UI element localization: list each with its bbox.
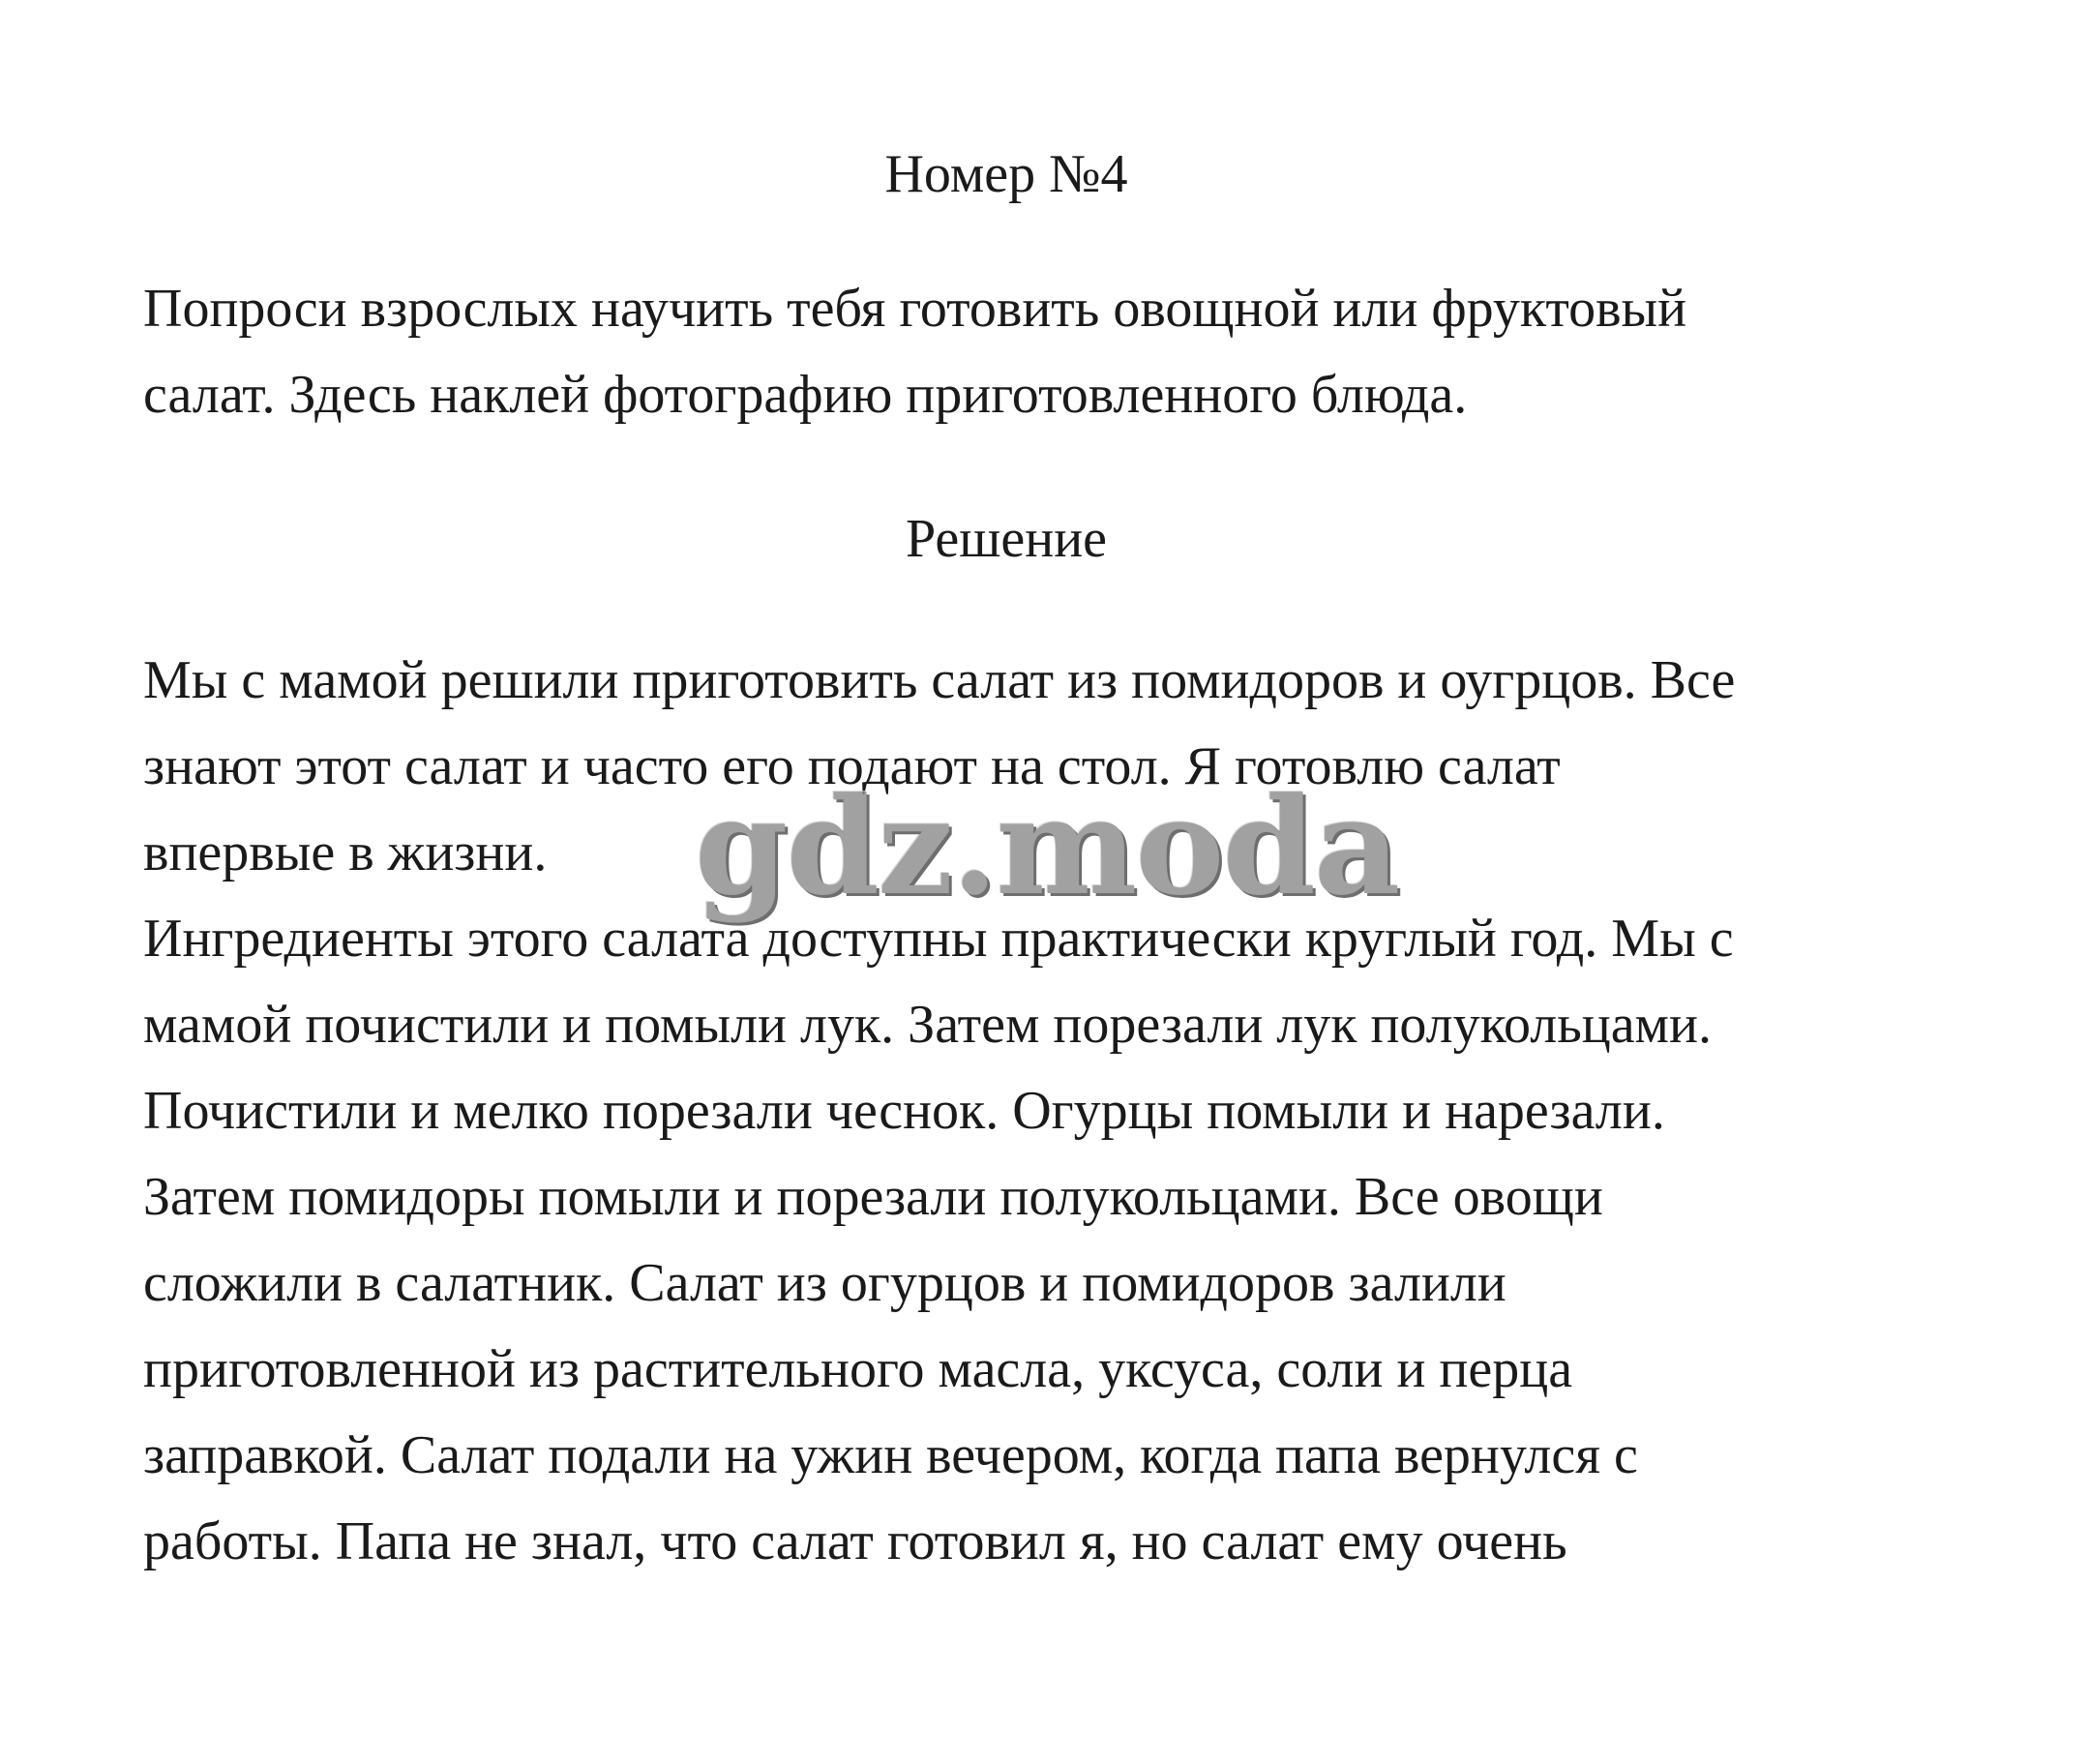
answer-line: работы. Папа не знал, что салат готовил я, но салат ему очень [143, 1511, 1567, 1571]
answer-line: приготовленной из растительного масла, уксуса, соли и перца [143, 1339, 1573, 1399]
answer-line: заправкой. Салат подали на ужин вечером, когда папа вернулся с [143, 1425, 1638, 1485]
answer-line: Мы с мамой решили приготовить салат из помидоров и оугрцов. Все [143, 650, 1736, 710]
task-line: Попроси взрослых научить тебя готовить овощной или фруктовый [143, 279, 1687, 339]
answer-line: знают этот салат и часто его подают на стол. Я готовлю салат [143, 736, 1561, 796]
answer-line: Затем помидоры помыли и порезали полукольцами. Все овощи [143, 1167, 1603, 1227]
solution-heading: Решение [905, 509, 1108, 569]
task-text [143, 266, 1982, 438]
page-title: Номер №4 [884, 144, 1128, 204]
answer-line: впервые в жизни. [143, 822, 548, 882]
answer-line: сложили в салатник. Салат из огурцов и помидоров залили [143, 1253, 1506, 1313]
watermark-logo: gdz.moda [695, 767, 1399, 925]
answer-line: Ингредиенты этого салата доступны практически круглый год. Мы с [143, 909, 1734, 969]
task-line: салат. Здесь наклей фотографию приготовленного блюда. [143, 365, 1468, 425]
answer-line: Почистили и мелко порезали чеснок. Огурцы помыли и нарезали. [143, 1081, 1665, 1141]
answer-line: мамой почистили и помыли лук. Затем порезали лук полукольцами. [143, 995, 1712, 1055]
